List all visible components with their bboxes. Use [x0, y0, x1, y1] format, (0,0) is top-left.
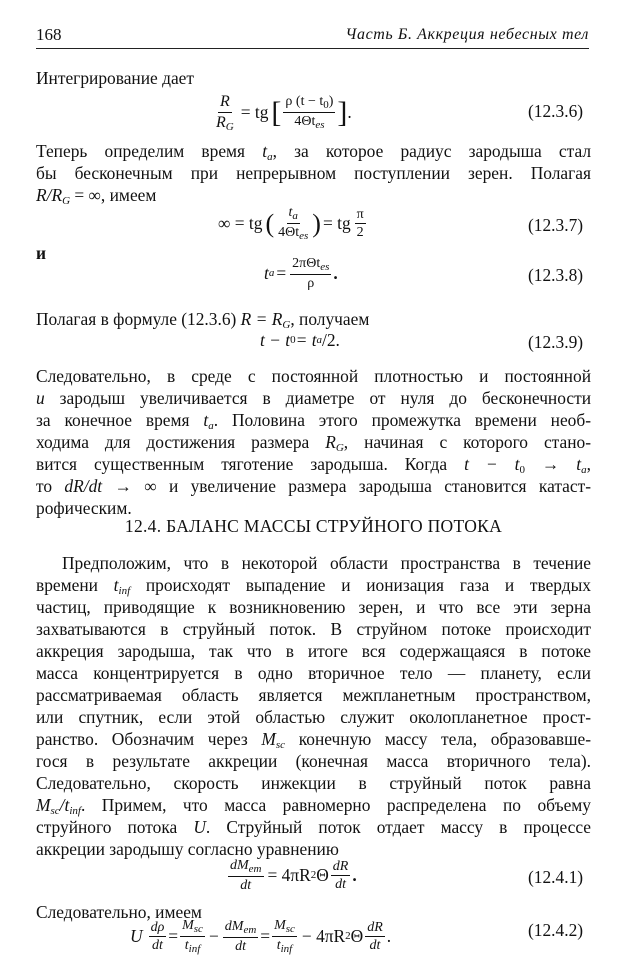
- text-line: или спутник, если этой областью служит околопланетное прост-: [36, 707, 591, 727]
- text-line: Следовательно, имеем: [36, 902, 202, 922]
- text-line: рассматриваемая область является межпланетным пространством,: [36, 685, 591, 705]
- text-line: струйного потока U. Струйный поток отдает массу в процессе: [36, 817, 591, 837]
- text-line: u зародыш увеличивается в диаметре от нуля до бесконечности: [36, 388, 591, 408]
- text-line: $M_{sc}/t_{inf}$. Примем, что масса равномерно распределена по объему: [36, 795, 591, 817]
- fraction: $\frac{dM_{em}}{dt}$: [224, 918, 257, 954]
- text-line: бы бесконечным при непрерывном поступлении зерен. Полагая: [36, 163, 591, 183]
- text-line: захватываются в струйный поток. В струйном потоке происходит: [36, 619, 591, 639]
- text-line: Следовательно, в среде с постоянной плотностью и постоянной: [36, 366, 591, 386]
- text-line: гося в результате аккреции (конечная масса вторичного тела).: [36, 751, 591, 771]
- right-bracket: ]: [337, 95, 348, 129]
- equation-12-4-2: U $\frac{d\rho}{dt}$ = $\frac{M_{sc}}{t_{inf}}$ − $\frac{dM_{em}}{dt}$ = $\frac{M_{sc}}{t_{inf}}$ − 4πR 2 Θ $\frac{dR}{dt}$ .: [130, 918, 392, 955]
- text-line: частиц, приводящие к возникновению зерен, и что все эти зерна: [36, 597, 591, 617]
- left-bracket: [: [271, 95, 282, 129]
- fraction: $\frac{dR}{dt}$: [332, 858, 349, 893]
- text-line: времени $t_{inf}$ происходят выпадение и ионизация газа и твердых: [36, 575, 592, 597]
- equation-number: (12.3.7): [528, 215, 584, 235]
- fraction: $\frac{t_a}{4\Theta t_{es}}$: [278, 205, 309, 243]
- text-line: аккреция зародыша, так что в итоге вся содержащаяся в потоке: [36, 641, 591, 661]
- equation-12-3-7: ∞ = tg ( $\frac{t_a}{4\Theta t_{es}}$ ) = tg $\frac{\pi}{2}$: [218, 205, 364, 243]
- page-header: [36, 12, 589, 49]
- fraction: $\frac{\pi}{2}$: [356, 206, 364, 241]
- text-line: Следовательно, скорость инжекции в струйный поток равна: [36, 773, 591, 793]
- text-line: то dR/dt → ∞ и увеличение размера зародыша становится катаст-: [36, 476, 591, 496]
- text-line: $R/R_G$ = ∞, имеем: [36, 185, 157, 207]
- fraction: $\frac{M_{sc}}{t_{inf}}$: [274, 918, 295, 955]
- equation-12-3-6: $\frac{R}{R_G}$ = tg [ $\frac{\rho (t - t_0)}{4\Theta t_{es}}$ ] .: [216, 93, 352, 133]
- text-line: Полагая в формуле (12.3.6) $R = R_G$, получаем: [36, 309, 370, 331]
- equation-number: (12.4.1): [528, 867, 584, 887]
- text-line: аккреции зародышу согласно уравнению: [36, 839, 339, 859]
- equation-12-3-9: t − t 0 = t a /2.: [260, 330, 340, 350]
- section-heading: 12.4. БАЛАНС МАССЫ СТРУЙНОГО ПОТОКА: [124, 516, 503, 536]
- text-line: рофическим.: [36, 498, 132, 518]
- fraction: $\frac{dR}{dt}$: [367, 919, 383, 954]
- fraction: $\frac{2\pi\Theta t_{es}}{\rho}$: [292, 256, 330, 292]
- equation-number: (12.3.8): [528, 265, 584, 285]
- equation-number: (12.4.2): [528, 920, 584, 940]
- page-number: 168: [36, 25, 62, 44]
- equation-12-3-8: t a = $\frac{2\pi\Theta t_{es}}{\rho}$ .: [264, 256, 338, 292]
- fraction: $\frac{\rho (t - t_0)}{4\Theta t_{es}}$: [285, 94, 334, 132]
- text-line: Интегрирование дает: [36, 68, 194, 88]
- text-line: Предположим, что в некоторой области пространства в течение: [62, 553, 591, 573]
- fraction: $\frac{M_{sc}}{t_{inf}}$: [182, 918, 203, 955]
- fraction: $\frac{d\rho}{dt}$: [150, 919, 165, 954]
- text-line: ходима для достижения размера $R_G$, начиная с которого стано-: [36, 432, 591, 454]
- text-line: ранство. Обозначим через $M_{sc}$ конечную массу тела, образовавше-: [36, 729, 591, 751]
- text-line: вится существенным тяготение зародыша. Когда $t - t_0 \to t_a$,: [36, 454, 591, 476]
- text-line: Теперь определим время $t_a$, за которое радиус зародыша стал: [36, 141, 591, 163]
- running-title: Часть Б. Аккреция небесных тел: [345, 26, 589, 43]
- equation-number: (12.3.9): [528, 332, 584, 352]
- equation-number: (12.3.6): [528, 101, 584, 121]
- fraction: $\frac{dM_{em}}{dt}$: [230, 858, 262, 894]
- text-line: за конечное время $t_a$. Половина этого промежутка времени необ-: [36, 410, 591, 432]
- text-line: масса концентрируется в одно вторичное тело — планету, если: [36, 663, 591, 683]
- conjunction: и: [36, 243, 47, 263]
- fraction: $\frac{R}{R_G}$: [216, 93, 234, 133]
- equation-12-4-1: $\frac{dM_{em}}{dt}$ = 4πR 2 Θ $\frac{dR}{dt}$ .: [230, 858, 357, 894]
